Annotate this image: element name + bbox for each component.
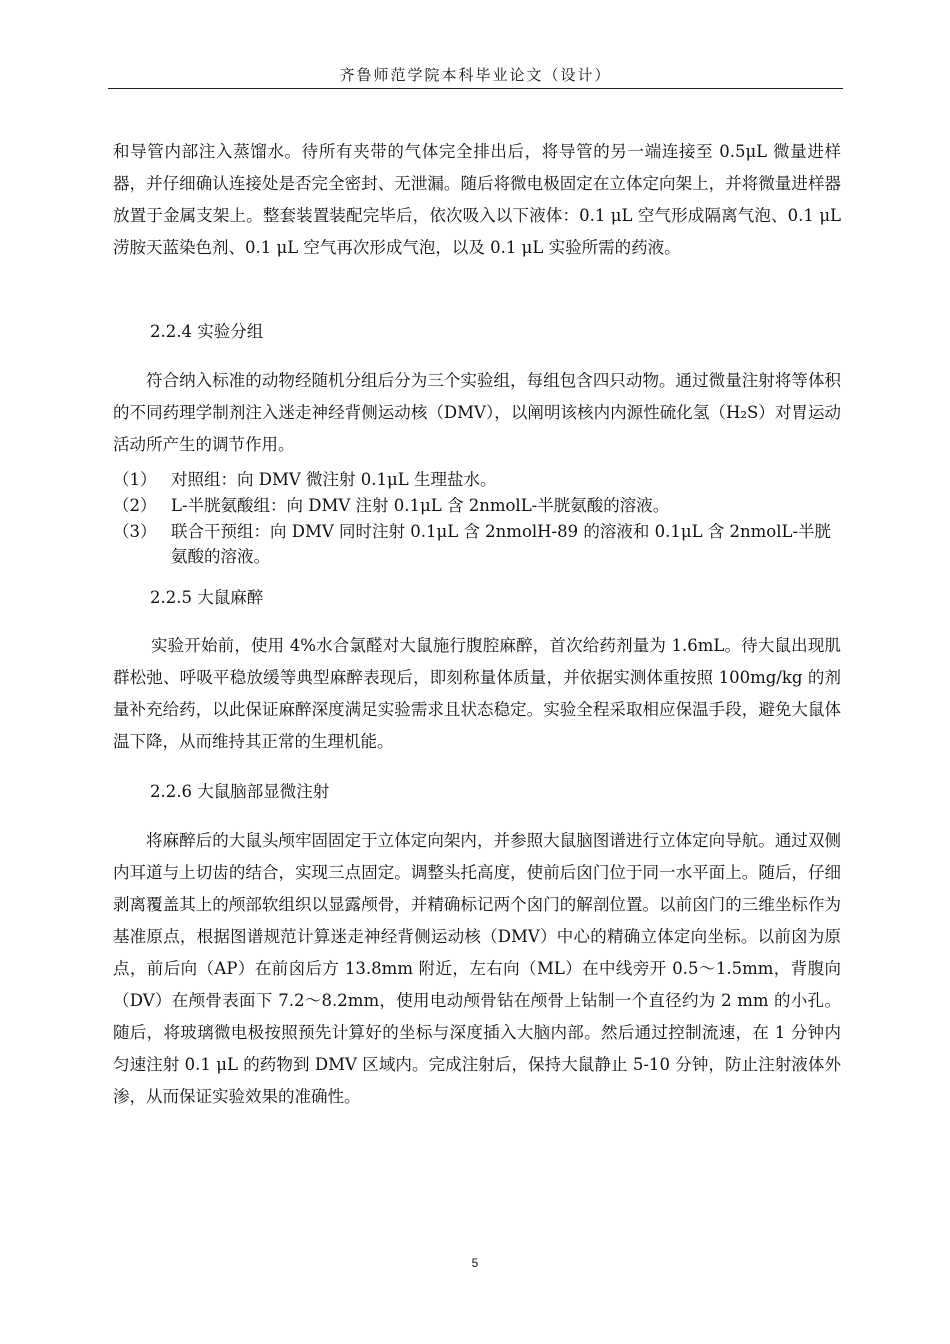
paragraph-microinjection: 将麻醉后的大鼠头颅牢固固定于立体定向架内，并参照大鼠脑图谱进行立体定向导航。通过双侧内耳道与上切齿的结合，实现三点固定。调整头托高度，使前后囟门位于同一水平面上。随后，仔细剥离覆盖其上的颅部软组织以显露颅骨，并精确标记两个囟门的解剖位置。以前囟门的三维坐标作为基准原点，根据图谱规范计算迷走神经背侧运动核（DMV）中心的精确立体定向坐标。以前囟为原点，前后向（AP）在前囟后方 13.8mm 附近，左右向（ML）在中线旁开 0.5～1.5mm，背腹向（DV）在颅骨表面下 7.2～8.2mm，使用电动颅骨钻在颅骨上钻制一个直径约为 2 mm 的小孔。随后，将玻璃微电极按照预先计算好的坐标与深度插入大脑内部。然后通过控制流速，在 1 分钟内匀速注射 0.1 μL 的药物到 DMV 区域内。完成注射后，保持大鼠静止 5-10 分钟，防止注射液体外渗，从而保证实验效果的准确性。: [113, 831, 841, 1106]
list-item-text: 对照组：向 DMV 微注射 0.1μL 生理盐水。: [171, 470, 497, 489]
paragraph-anesthesia: 实验开始前，使用 4%水合氯醛对大鼠施行腹腔麻醉，首次给药剂量为 1.6mL。待大鼠出现肌群松弛、呼吸平稳放缓等典型麻醉表现后，即刻称量体质量，并依据实测体重按照 100mg/kg 的剂量补充给药，以此保证麻醉深度满足实验需求且状态稳定。实验全程采取相应保温手段，避免大鼠体温下降，从而维持其正常的生理机能。: [113, 636, 841, 751]
section-heading-2-2-4: 2.2.4 实验分组: [150, 322, 264, 341]
list-item-group-1: [113, 467, 841, 492]
paragraph-grouping: 符合纳入标准的动物经随机分组后分为三个实验组，每组包含四只动物。通过微量注射将等体积的不同药理学制剂注入迷走神经背侧运动核（DMV），以阐明该核内内源性硫化氢（H₂S）对胃运动活动所产生的调节作用。: [113, 371, 841, 454]
section-heading-2-2-6: 2.2.6 大鼠脑部显微注射: [150, 782, 330, 801]
list-item-number: （1）: [113, 470, 157, 489]
list-item-number: （2）: [113, 496, 157, 515]
list-item-text: L-半胱氨酸组：向 DMV 注射 0.1μL 含 2nmolL-半胱氨酸的溶液。: [171, 496, 670, 515]
paragraph-apparatus: 和导管内部注入蒸馏水。待所有夹带的气体完全排出后，将导管的另一端连接至 0.5μL 微量进样器，并仔细确认连接处是否完全密封、无泄漏。随后将微电极固定在立体定向架上，并将微量进样器放置于金属支架上。整套装置装配完毕后，依次吸入以下液体：0.1 μL 空气形成隔离气泡、0.1 μL 涝胺天蓝染色剂、0.1 μL 空气再次形成气泡，以及 0.1 μL 实验所需的药液。: [113, 142, 841, 257]
page-header-title: 齐鲁师范学院本科毕业论文（设计）: [339, 66, 612, 84]
list-item-text: 联合干预组：向 DMV 同时注射 0.1μL 含 2nmolH-89 的溶液和 0.1μL 含 2nmolL-半胱氨酸的溶液。: [171, 522, 832, 566]
header-divider: [108, 88, 843, 89]
list-item-number: （3）: [113, 522, 157, 541]
list-item-group-3: [113, 519, 841, 569]
list-item-group-2: [113, 493, 841, 518]
page-number: 5: [471, 1256, 479, 1270]
section-heading-2-2-5: 2.2.5 大鼠麻醉: [150, 588, 264, 607]
